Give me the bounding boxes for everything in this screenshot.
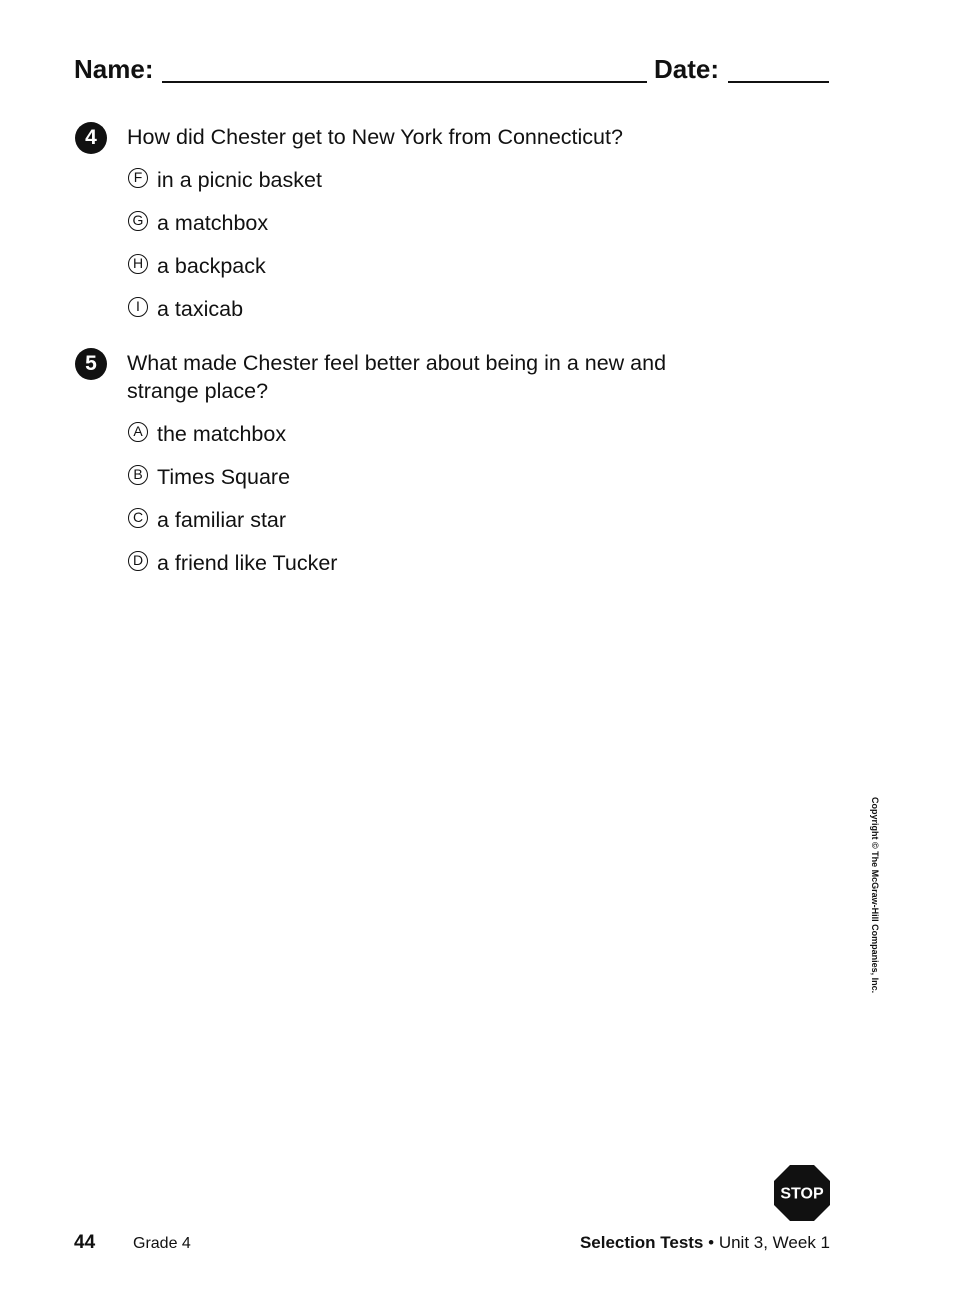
question-number-badge: 5 [75, 348, 107, 380]
copyright-notice: Copyright © The McGraw-Hill Companies, Inc. [870, 797, 880, 994]
answer-bubble[interactable]: H [128, 254, 148, 274]
date-line[interactable] [728, 81, 829, 83]
answer-text: a friend like Tucker [157, 551, 338, 575]
footer-section [580, 1231, 830, 1255]
name-line[interactable] [162, 81, 647, 83]
question-number-badge: 4 [75, 122, 107, 154]
unit-week: Unit 3, Week 1 [718, 1233, 830, 1252]
question-text-line-2: strange place? [127, 379, 269, 403]
header [74, 52, 834, 88]
answer-bubble[interactable]: I [128, 297, 148, 317]
question-text: How did Chester get to New York from Connecticut? [127, 125, 623, 149]
answer-text: Times Square [157, 465, 291, 489]
answer-bubble[interactable]: D [128, 551, 148, 571]
answer-text: the matchbox [157, 422, 287, 446]
page-number: 44 [74, 1232, 96, 1253]
grade-label: Grade 4 [133, 1235, 191, 1252]
stop-octagon [773, 1164, 831, 1222]
date-label: Date: [654, 54, 720, 84]
answer-text: in a picnic basket [157, 168, 322, 192]
section-title: Selection Tests [579, 1233, 704, 1252]
answer-bubble[interactable]: F [128, 168, 148, 188]
answer-text: a matchbox [157, 211, 269, 235]
answer-bubble[interactable]: B [128, 465, 148, 485]
answer-text: a taxicab [157, 297, 244, 321]
answer-bubble[interactable]: G [128, 211, 148, 231]
answer-bubble[interactable]: C [128, 508, 148, 528]
answer-text: a familiar star [157, 508, 287, 532]
name-label: Name: [74, 54, 154, 84]
stop-label: STOP [780, 1185, 824, 1203]
answer-text: a backpack [157, 254, 266, 278]
question-text-line-1: What made Chester feel better about being in a new and [127, 351, 667, 375]
stop-sign-icon [773, 1164, 831, 1222]
answer-bubble[interactable]: A [128, 422, 148, 442]
bullet-separator: • [708, 1233, 715, 1252]
